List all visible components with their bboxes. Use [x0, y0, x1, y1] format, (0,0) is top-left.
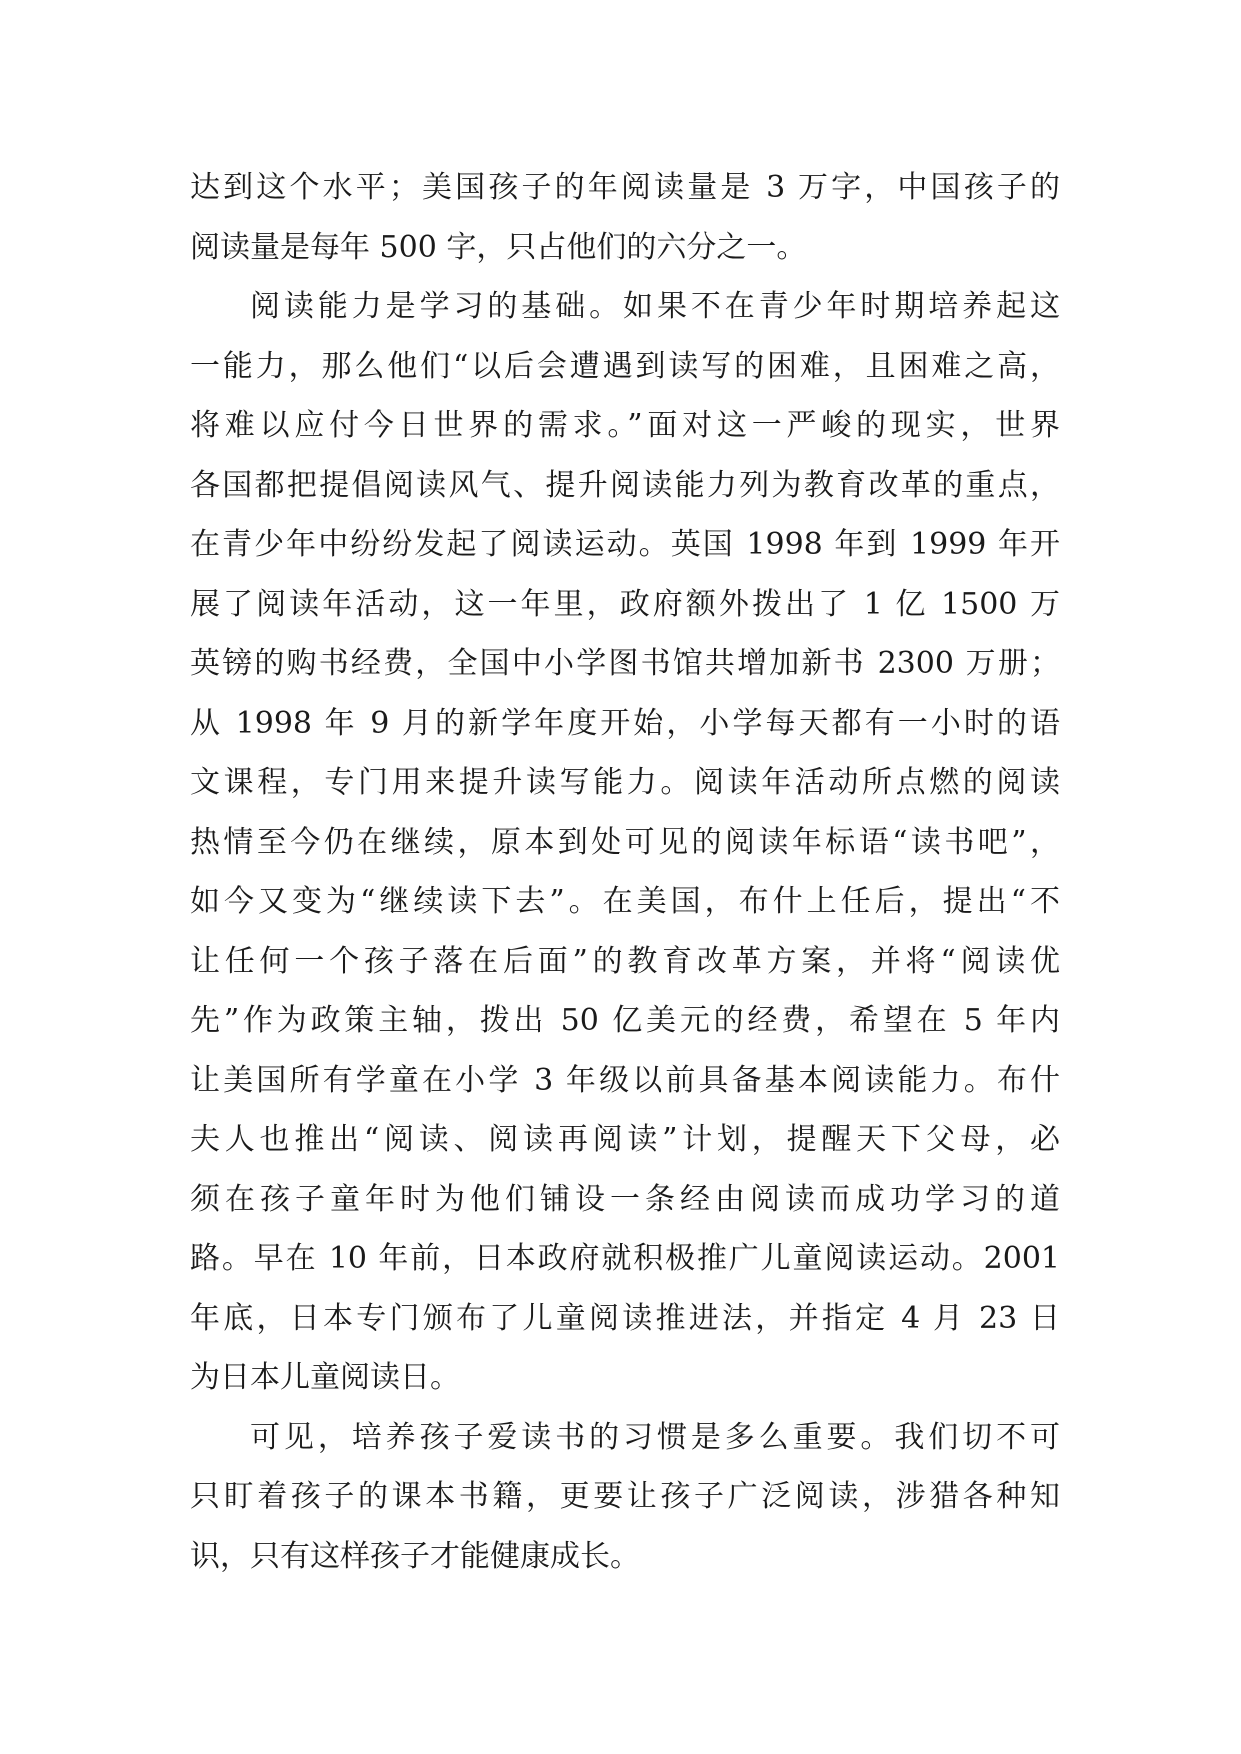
- document-body: [190, 158, 1060, 1586]
- text-line: 年底，日本专门颁布了儿童阅读推进法，并指定 4 月 23 日: [190, 1300, 1060, 1336]
- text-line: 为日本儿童阅读日。: [190, 1360, 460, 1395]
- text-line: 先”作为政策主轴，拨出 50 亿美元的经费，希望在 5 年内: [190, 1003, 1060, 1038]
- text-line: 只盯着孩子的课本书籍，更要让孩子广泛阅读，涉猎各种知: [190, 1479, 1060, 1514]
- paragraph: [190, 277, 1060, 1408]
- text-line: 将难以应付今日世界的需求。”面对这一严峻的现实，世界: [190, 408, 1060, 443]
- text-line: 热情至今仍在继续，原本到处可见的阅读年标语“读书吧”，: [190, 824, 1060, 860]
- text-line: 须在孩子童年时为他们铺设一条经由阅读而成功学习的道: [190, 1181, 1060, 1217]
- text-line: 路。早在 10 年前，日本政府就积极推广儿童阅读运动。2001: [190, 1241, 1060, 1276]
- text-line: 英镑的购书经费，全国中小学图书馆共增加新书 2300 万册；: [190, 646, 1060, 681]
- text-line: 在青少年中纷纷发起了阅读运动。英国 1998 年到 1999 年开: [190, 527, 1060, 562]
- text-line: 识，只有这样孩子才能健康成长。: [190, 1538, 640, 1574]
- text-line: 阅读能力是学习的基础。如果不在青少年时期培养起这: [250, 289, 1060, 324]
- text-line: 阅读量是每年 500 字，只占他们的六分之一。: [190, 229, 807, 265]
- paragraph: [190, 158, 1060, 277]
- text-line: 从 1998 年 9 月的新学年度开始，小学每天都有一小时的语: [190, 705, 1060, 741]
- text-line: 让任何一个孩子落在后面”的教育改革方案，并将“阅读优: [190, 943, 1060, 979]
- text-line: 夫人也推出“阅读、阅读再阅读”计划，提醒天下父母，必: [190, 1122, 1060, 1157]
- paragraph: [190, 1408, 1060, 1587]
- text-line: 一能力，那么他们“以后会遭遇到读写的困难，且困难之高，: [190, 348, 1060, 384]
- text-line: 如今又变为“继续读下去”。在美国，布什上任后，提出“不: [190, 884, 1060, 919]
- text-line: 达到这个水平；美国孩子的年阅读量是 3 万字，中国孩子的: [190, 170, 1060, 205]
- text-line: 展了阅读年活动，这一年里，政府额外拨出了 1 亿 1500 万: [190, 586, 1060, 622]
- text-line: 文课程，专门用来提升读写能力。阅读年活动所点燃的阅读: [190, 765, 1060, 800]
- text-line: 可见，培养孩子爱读书的习惯是多么重要。我们切不可: [250, 1419, 1060, 1455]
- text-line: 让美国所有学童在小学 3 年级以前具备基本阅读能力。布什: [190, 1062, 1060, 1098]
- text-line: 各国都把提倡阅读风气、提升阅读能力列为教育改革的重点，: [190, 467, 1060, 503]
